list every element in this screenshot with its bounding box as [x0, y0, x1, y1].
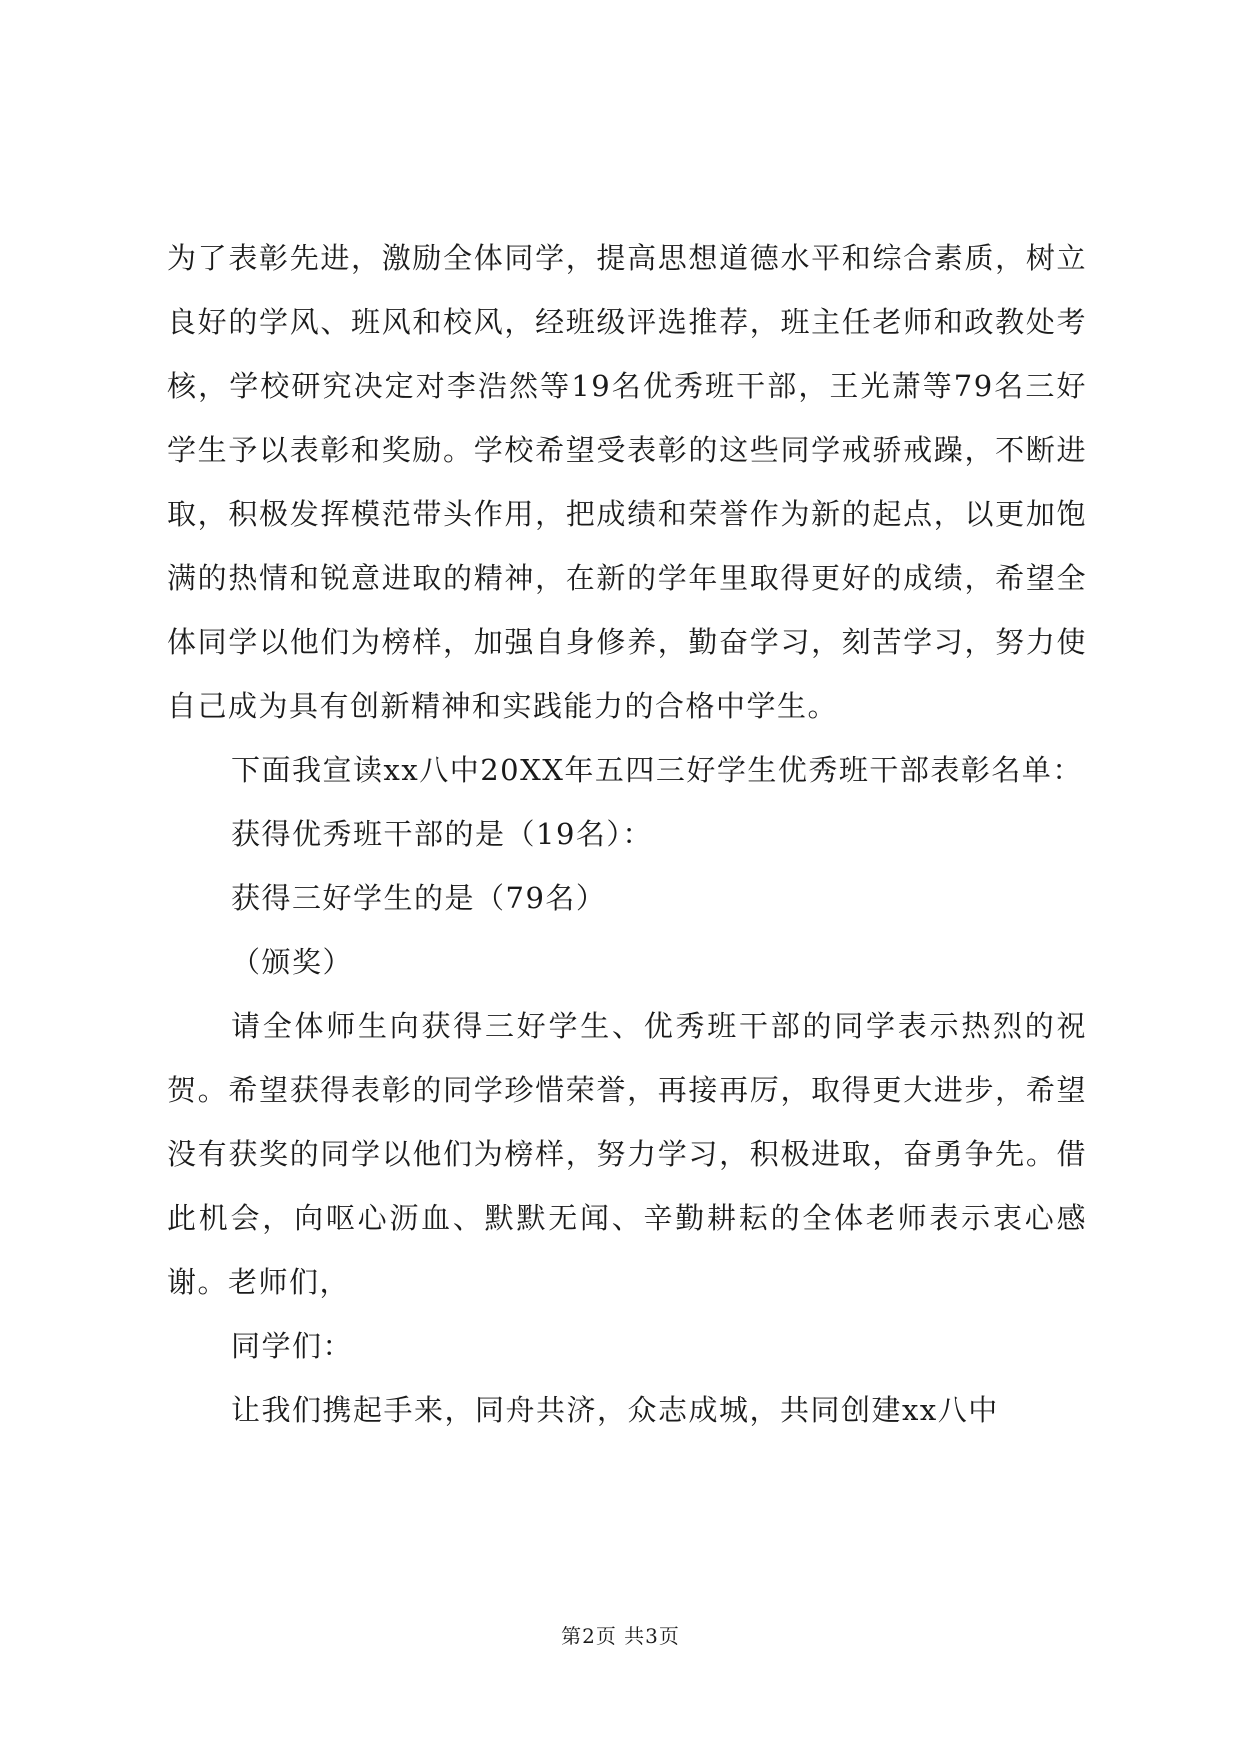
paragraph-merit-students: 获得三好学生的是（79名） [231, 881, 607, 915]
paragraph-announcement: 下面我宣读xx八中20XX年五四三好学生优秀班干部表彰名单： [231, 753, 1083, 787]
document-body [167, 226, 1087, 1442]
page-number: 第2页 共3页 [561, 1624, 680, 1648]
paragraph-class-cadres: 获得优秀班干部的是（19名）： [231, 817, 653, 851]
paragraph-closing: 让我们携起手来，同舟共济，众志成城，共同创建xx八中 [231, 1393, 999, 1427]
paragraph-congratulations: 请全体师生向获得三好学生、优秀班干部的同学表示热烈的祝贺。希望获得表彰的同学珍惜荣誉，再接再厉，取得更大进步，希望没有获奖的同学以他们为榜样，努力学习，积极进取，奋勇争先。借此机会，向呕心沥血、默默无闻、辛勤耕耘的全体老师表示衷心感谢。老师们， [167, 1009, 1087, 1299]
paragraph-award-note: （颁奖） [231, 945, 354, 979]
paragraph-commendation: 为了表彰先进，激励全体同学，提高思想道德水平和综合素质，树立良好的学风、班风和校风，经班级评选推荐，班主任老师和政教处考核，学校研究决定对李浩然等19名优秀班干部，王光萧等79名三好学生予以表彰和奖励。学校希望受表彰的这些同学戒骄戒躁，不断进取，积极发挥模范带头作用，把成绩和荣誉作为新的起点，以更加饱满的热情和锐意进取的精神，在新的学年里取得更好的成绩，希望全体同学以他们为榜样，加强自身修养，勤奋学习，刻苦学习，努力使自己成为具有创新精神和实践能力的合格中学生。 [167, 241, 1087, 723]
paragraph-students-address: 同学们： [231, 1329, 354, 1363]
